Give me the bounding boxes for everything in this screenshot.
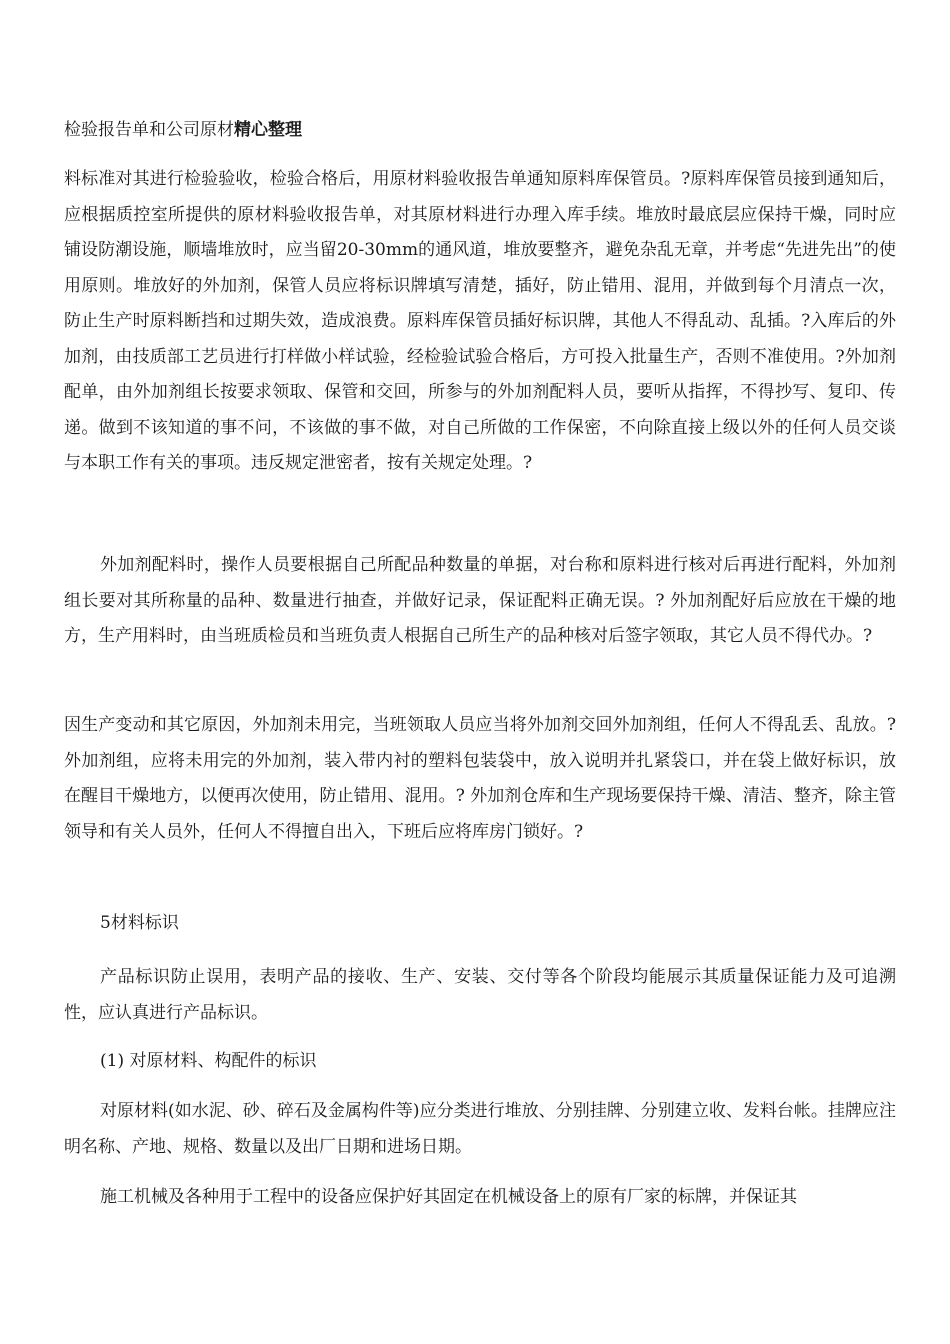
header-title: 检验报告单和公司原材 [64, 120, 234, 140]
body-paragraph: 料标准对其进行检验验收，检验合格后，用原材料验收报告单通知原料库保管员。?原料库保管员接到通知后，应根据质控室所提供的原材料验收报告单，对其原材料进行办理入库手续。堆放时最底层应保持干燥，同时应铺设防潮设施，顺墙堆放时，应当留20-30mm的通风道，堆放要整齐，避免杂乱无章，并考虑“先进先出”的使用原则。堆放好的外加剂，保管人员应将标识牌填写清楚，插好，防止错用、混用，并做到每个月清点一次，防止生产时原料断挡和过期失效，造成浪费。原料库保管员插好标识牌，其他人不得乱动、乱插。?入库后的外加剂，由技质部工艺员进行打样做小样试验，经检验试验合格后，方可投入批量生产，否则不准使用。?外加剂配单，由外加剂组长按要求领取、保管和交回，所参与的外加剂配料人员，要听从指挥，不得抄写、复印、传递。做到不该知道的事不问，不该做的事不做，对自己所做的工作保密，不向除直接上级以外的任何人员交谈与本职工作有关的事项。违反规定泄密者，按有关规定处理。? [64, 169, 896, 473]
body-paragraph: 因生产变动和其它原因，外加剂未用完，当班领取人员应当将外加剂交回外加剂组，任何人不得乱丢、乱放。? 外加剂组，应将未用完的外加剂，装入带内衬的塑料包装袋中，放入说明并扎紧袋口，并在袋上做好标识，放在醒目干燥地方，以便再次使用，防止错用、混用。? 外加剂仓库和生产现场要保持干燥、清洁、整齐，除主管领导和有关人员外，任何人不得擅自出入，下班后应将库房门锁好。? [64, 715, 896, 842]
body-paragraph: 对原材料(如水泥、砂、碎石及金属构件等)应分类进行堆放、分别挂牌、分别建立收、发料台帐。挂牌应注明名称、产地、规格、数量以及出厂日期和进场日期。 [64, 1101, 896, 1157]
section-heading: 5材料标识 [100, 913, 179, 933]
body-paragraph: 外加剂配料时，操作人员要根据自己所配品种数量的单据，对台称和原料进行核对后再进行配料，外加剂组长要对其所称量的品种、数量进行抽查，并做好记录，保证配料正确无误。? 外加剂配好后应放在干燥的地方，生产用料时，由当班质检员和当班负责人根据自己所生产的品种核对后签字领取，其它人员不得代办。? [64, 555, 896, 646]
body-paragraph: 施工机械及各种用于工程中的设备应保护好其固定在机械设备上的原有厂家的标牌，并保证其 [100, 1187, 797, 1207]
body-paragraph: 产品标识防止误用，表明产品的接收、生产、安装、交付等各个阶段均能展示其质量保证能力及可追溯性，应认真进行产品标识。 [64, 967, 896, 1023]
subsection-heading: (1) 对原材料、构配件的标识 [100, 1051, 317, 1071]
header-title-bold: 精心整理 [234, 120, 302, 140]
page-header [64, 117, 302, 143]
